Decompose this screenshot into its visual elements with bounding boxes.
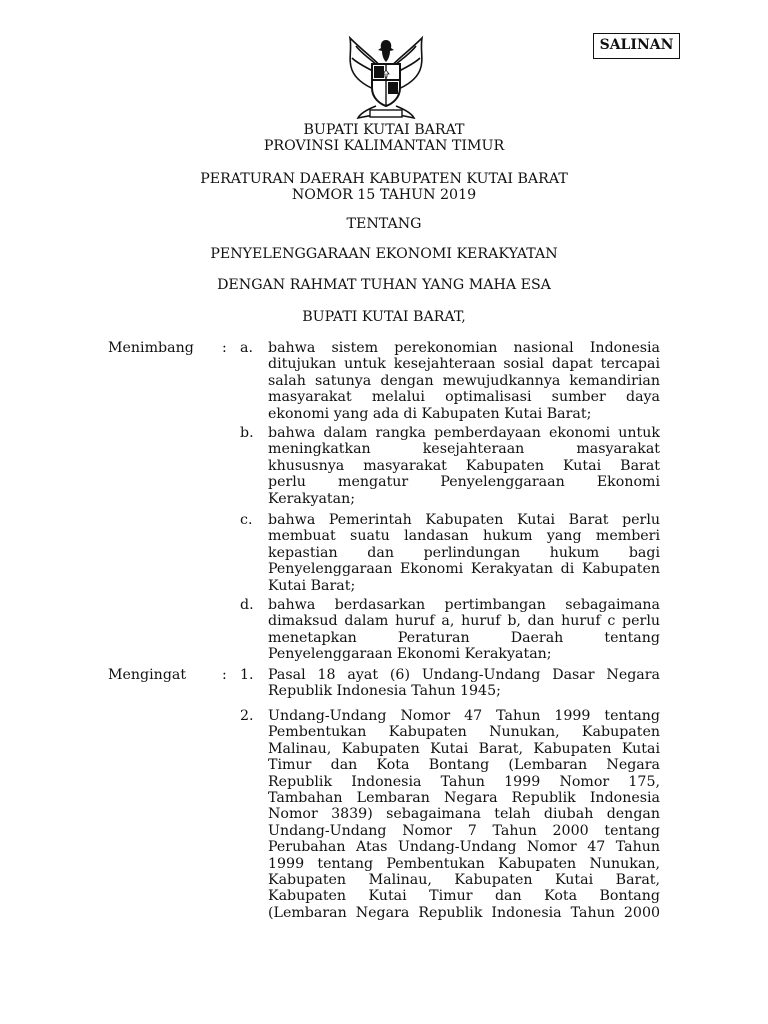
garuda-emblem-icon [336,30,436,122]
text-line: Timur dan Kota Bontang (Lembaran Negara [268,757,660,774]
tentang-heading: TENTANG [346,216,422,232]
mengingat-item-2 [268,708,660,921]
text-line: dimaksud dalam huruf a, huruf b, dan huruf c perlu [268,613,660,630]
text-line: bahwa berdasarkan pertimbangan sebagaimana [268,597,660,613]
text-line: Nomor 3839) sebagaimana telah diubah dengan [268,806,660,823]
text-line: Penyelenggaraan Ekonomi Kerakyatan di Kabupaten [268,561,660,578]
issuer-name: BUPATI KUTAI BARAT [303,122,465,138]
text-line: Kutai Barat; [268,577,356,594]
text-line: menetapkan Peraturan Daerah tentang [268,629,660,646]
item-marker: a. [240,340,253,356]
text-line: Malinau, Kabupaten Kutai Barat, Kabupaten Kutai [268,740,660,757]
text-line: membuat suatu landasan hukum yang memberi [268,528,660,545]
text-line: Undang-Undang Nomor 47 Tahun 1999 tentang [268,708,660,724]
text-line: meningkatkan kesejahteraan masyarakat [268,441,660,458]
text-line: Pasal 18 ayat (6) Undang-Undang Dasar Negara [268,667,660,683]
regulation-title: PERATURAN DAERAH KABUPATEN KUTAI BARAT [200,171,568,187]
text-line: kepastian dan perlindungan hukum bagi [268,544,660,561]
menimbang-colon: : [222,340,227,356]
item-marker: c. [240,512,253,528]
menimbang-item-c [268,512,660,594]
item-marker: 2. [240,708,254,724]
mengingat-colon: : [222,667,227,683]
blessing-line: DENGAN RAHMAT TUHAN YANG MAHA ESA [217,277,551,293]
regulation-subject: PENYELENGGARAAN EKONOMI KERAKYATAN [210,246,558,262]
authority-line: BUPATI KUTAI BARAT, [302,309,466,325]
salinan-stamp: SALINAN [593,33,680,59]
text-line: bahwa Pemerintah Kabupaten Kutai Barat perlu [268,512,660,528]
text-line: Kabupaten Malinau, Kabupaten Kutai Barat, [268,872,660,889]
text-line: Pembentukan Kabupaten Nunukan, Kabupaten [268,724,660,741]
text-line: bahwa sistem perekonomian nasional Indonesia [268,340,660,356]
text-line: Perubahan Atas Undang-Undang Nomor 47 Tahun [268,839,660,856]
text-line: masyarakat melalui optimalisasi sumber daya [268,389,660,406]
menimbang-label: Menimbang [108,340,194,356]
text-line: khususnya masyarakat Kabupaten Kutai Barat [268,457,660,474]
menimbang-item-d [268,597,660,663]
menimbang-item-b [268,425,660,507]
item-marker: b. [240,425,254,441]
mengingat-label: Mengingat [108,667,187,683]
text-line: perlu mengatur Penyelenggaraan Ekonomi [268,474,660,491]
menimbang-item-a [268,340,660,422]
text-line: Undang-Undang Nomor 7 Tahun 2000 tentang [268,822,660,839]
text-line: salah satunya dengan mewujudkannya kemandirian [268,372,660,389]
text-line: bahwa dalam rangka pemberdayaan ekonomi untuk [268,425,660,441]
text-line: Kabupaten Kutai Timur dan Kota Bontang [268,888,660,905]
text-line: Republik Indonesia Tahun 1945; [268,683,501,700]
regulation-number: NOMOR 15 TAHUN 2019 [291,187,477,203]
text-line: Tambahan Lembaran Negara Republik Indonesia [268,790,660,807]
text-line: ekonomi yang ada di Kabupaten Kutai Barat; [268,405,592,422]
text-line: 1999 tentang Pembentukan Kabupaten Nunukan, [268,855,660,872]
text-line: Kerakyatan; [268,490,356,507]
text-line: ditujukan untuk kesejahteraan sosial dapat tercapai [268,356,660,373]
text-line: Penyelenggaraan Ekonomi Kerakyatan; [268,646,552,663]
item-marker: 1. [240,667,254,683]
item-marker: d. [240,597,254,613]
text-line: Republik Indonesia Tahun 1999 Nomor 175, [268,773,660,790]
issuer-province: PROVINSI KALIMANTAN TIMUR [263,138,505,154]
text-line: (Lembaran Negara Republik Indonesia Tahun 2000 [268,904,660,921]
mengingat-item-1 [268,667,660,700]
